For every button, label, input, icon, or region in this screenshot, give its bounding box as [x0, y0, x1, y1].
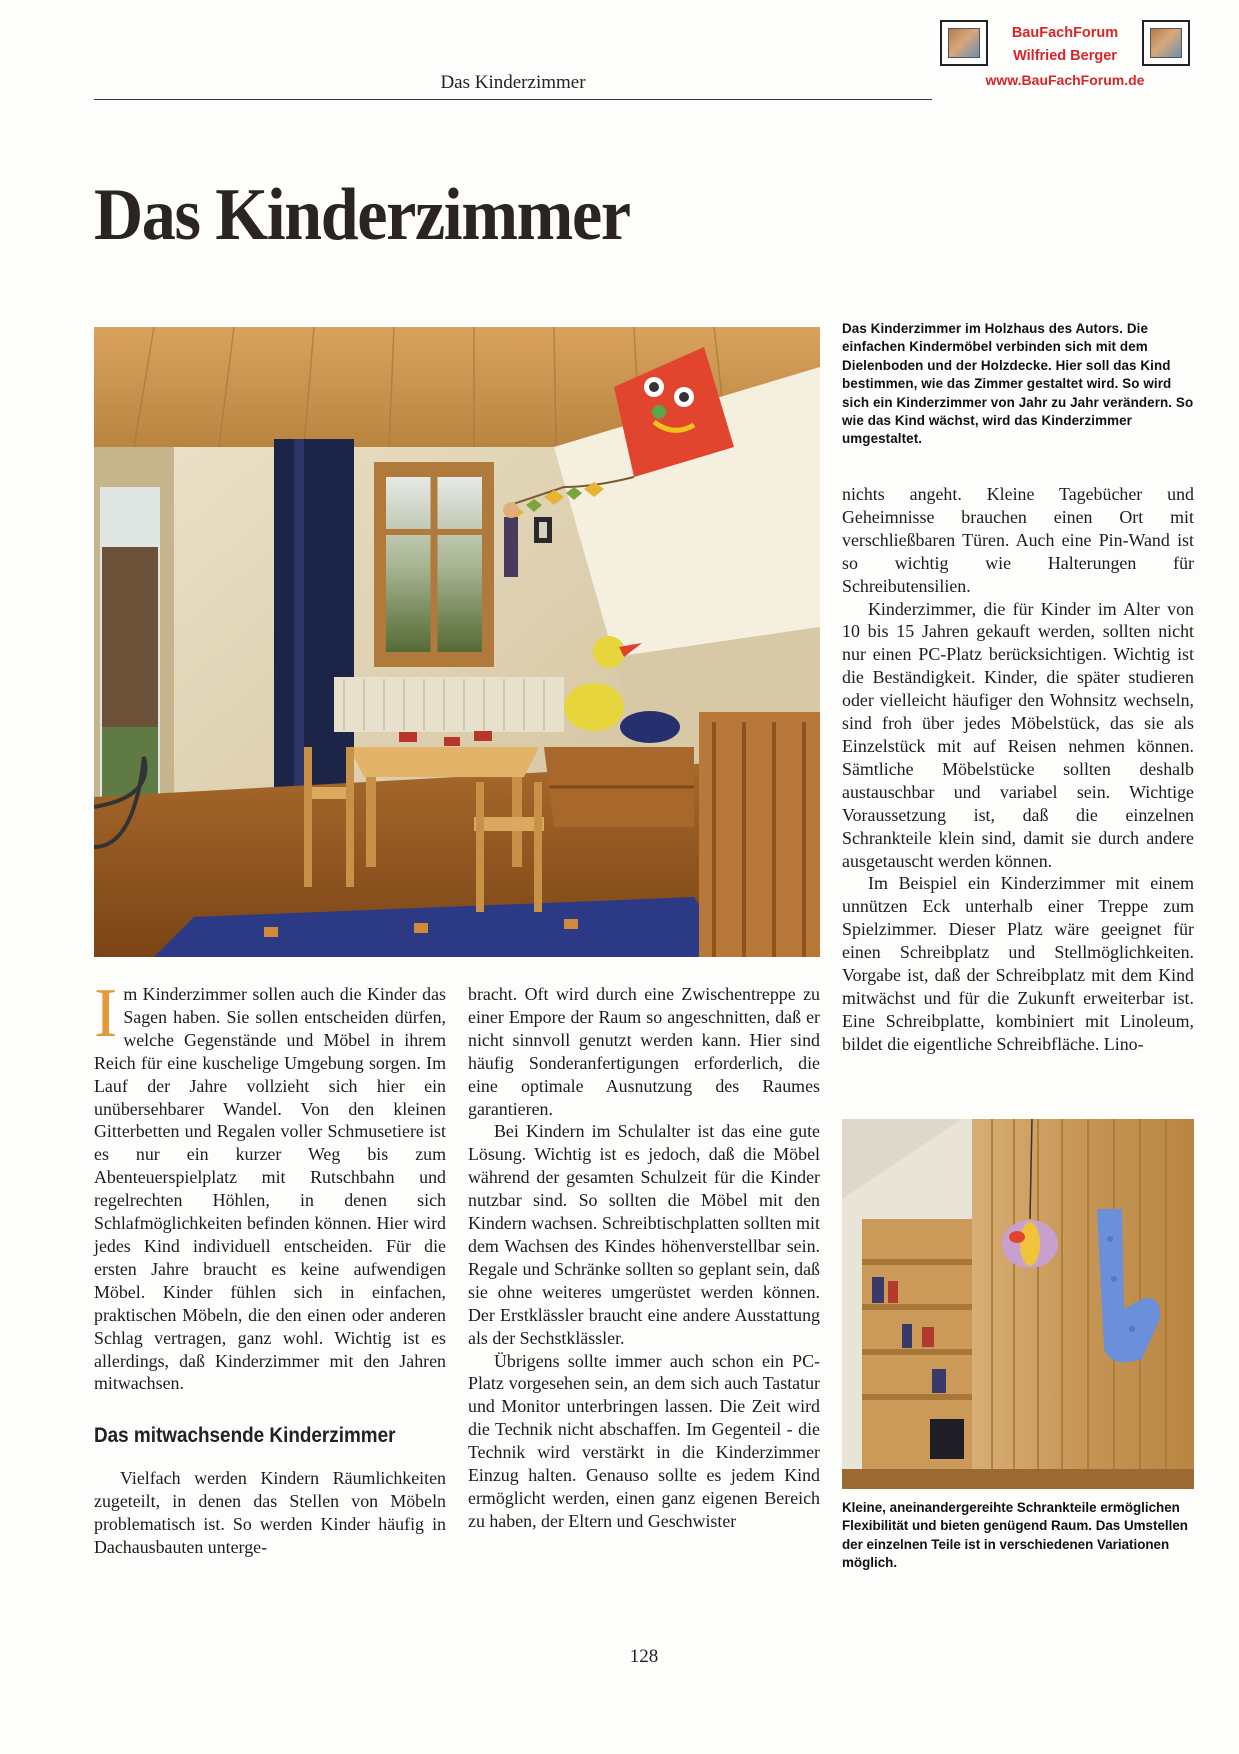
- shelf-units-illustration: [842, 1119, 1194, 1489]
- publisher-stamp: [940, 20, 1190, 92]
- paragraph: Kinderzimmer, die für Kinder im Alter von 10 bis 15 Jahren gekauft werden, sollten nicht nur einen PC-Platz berücksichtigen. Wichtig ist die Beständigkeit. Kinder, die später studieren oder vielleicht häufiger den Wohnsitz wechseln, sind froh über jedes Möbelstück, das sie als Einzelstück mit auf Reisen nehmen können. Sämtliche Möbelstücke sollten deshalb austauschbar und variabel sein. Wichtige Voraussetzung ist, daß die einzelnen Schrankteile klein sind, damit sie durch andere ausgetauscht werden können.: [842, 598, 1194, 871]
- subhead: Das mitwachsende Kinderzimmer: [94, 1424, 396, 1448]
- stamp-text: [992, 22, 1138, 68]
- childrens-room-photo: [94, 327, 820, 957]
- stamp-url: www.BauFachForum.de: [985, 72, 1145, 88]
- paragraph: Bei Kindern im Schulalter ist das eine gute Lösung. Wichtig ist es jedoch, daß die Möbel während der gesamten Schulzeit für die Kinder nutzbar sind. So sollten die Möbel mit den Kindern wachsen. Schreibtischplatten sollten mit dem Wachsen des Kindes höhenverstellbar sein. Regale und Schränke sollten so geplant sein, daß sie ohne weiteres umgerüstet werden können. Der Erstklässler braucht eine andere Ausstattung als der Sechstklässler.: [468, 1121, 820, 1348]
- running-head: Das Kinderzimmer: [440, 72, 586, 93]
- column-2: [468, 983, 820, 1533]
- intro-paragraph: [94, 975, 446, 1395]
- shelf-units-photo: [842, 1119, 1194, 1489]
- dropcap: I: [94, 975, 118, 1052]
- house-logo-icon: [1142, 20, 1190, 66]
- column-3: [842, 483, 1194, 1056]
- photo-small-caption: Kleine, aneinandergereihte Schrankteile ermöglichen Flexibilität und bieten genügend Raum. Das Umstellen der einzelnen Teile ist in verschiedenen Variationen möglich.: [842, 1500, 1188, 1571]
- paragraph: Vielfach werden Kindern Räumlichkeiten zugeteilt, in denen das Stellen von Möbeln problematisch ist. So werden Kinder häufig in Dachausbauten unterge-: [94, 1468, 446, 1558]
- column-1: [94, 975, 446, 1559]
- header-rule: [94, 99, 932, 100]
- paragraph: nichts angeht. Kleine Tagebücher und Geheimnisse brauchen einen Ort mit verschließbaren Türen. Auch eine Pin-Wand ist so wichtig wie Halterungen für Schreibutensilien.: [842, 484, 1194, 596]
- house-logo-icon: [940, 20, 988, 66]
- childrens-room-illustration: [94, 327, 820, 957]
- stamp-line2: Wilfried Berger: [1013, 48, 1117, 64]
- page-title: Das Kinderzimmer: [94, 174, 630, 256]
- paragraph: Übrigens sollte immer auch schon ein PC-Platz vorgesehen sein, an dem sich auch Tastatur und Monitor unterbringen lassen. Die Zeit wird die Technik nicht abschaffen. Im Gegenteil - die Technik wird verstärkt in die Kinderzimmer Einzug halten. Genauso sollte es jedem Kind ermöglicht werden, einen ganz eigenen Bereich zu haben, der Eltern und Geschwister: [468, 1350, 820, 1531]
- paragraph: Im Beispiel ein Kinderzimmer mit einem unnützen Eck unterhalb einer Treppe zum Spielzimmer. Dieser Platz wäre geeignet für einen Schreibplatz und Stellmöglichkeiten. Vorgabe ist, daß der Schreibplatz mit dem Kind mitwächst und für die Zukunft erweiterbar ist. Eine Schreibplatte, kombiniert mit Linoleum, bildet die eigentliche Schreibfläche. Lino-: [842, 873, 1194, 1054]
- photo-main-caption: Das Kinderzimmer im Holzhaus des Autors. Die einfachen Kindermöbel verbinden sich mit dem Dielenboden und der Holzdecke. Hier soll das Kind bestimmen, wie das Zimmer gestaltet wird. So wird sich ein Kinderzimmer von Jahr zu Jahr verändern. So wie das Kind wächst, wird das Kinderzimmer umgestaltet.: [842, 321, 1194, 447]
- intro-text: m Kinderzimmer sollen auch die Kinder das Sagen haben. Sie sollen entscheiden dürfen, welche Gegenstände und Möbel in ihrem Reich für eine kuschelige Umgebung sorgen. Im Lauf der Jahre vollzieht sich hier ein unübersehbarer Wandel. Von den kleinen Gitterbetten und Regalen voller Schmusetiere ist es nur ein kurzer Weg bis zum Abenteuerspielplatz mit Rutschbahn und regelrechten Höhlen, in denen sich Schlafmöglichkeiten befinden können. Hier wird jedes Kind individuell entscheiden. Für die ersten Jahre braucht es keine aufwendigen Möbel. Kinder fühlen sich in einfachen, praktischen Möbeln, die den einen oder anderen Schlag vertragen, ganz wohl. Wichtig ist es allerdings, daß Kinderzimmer mit den Jahren mitwachsen.: [94, 984, 446, 1394]
- stamp-line1: BauFachForum: [1011, 25, 1119, 41]
- page-number: 128: [629, 1646, 659, 1667]
- paragraph: bracht. Oft wird durch eine Zwischentreppe zu einer Empore der Raum so angeschnitten, daß er nicht sinnvoll genutzt werden kann. Hier sind häufig Sonderanfertigungen erforderlich, die eine optimale Ausnutzung des Raumes garantieren.: [468, 984, 820, 1119]
